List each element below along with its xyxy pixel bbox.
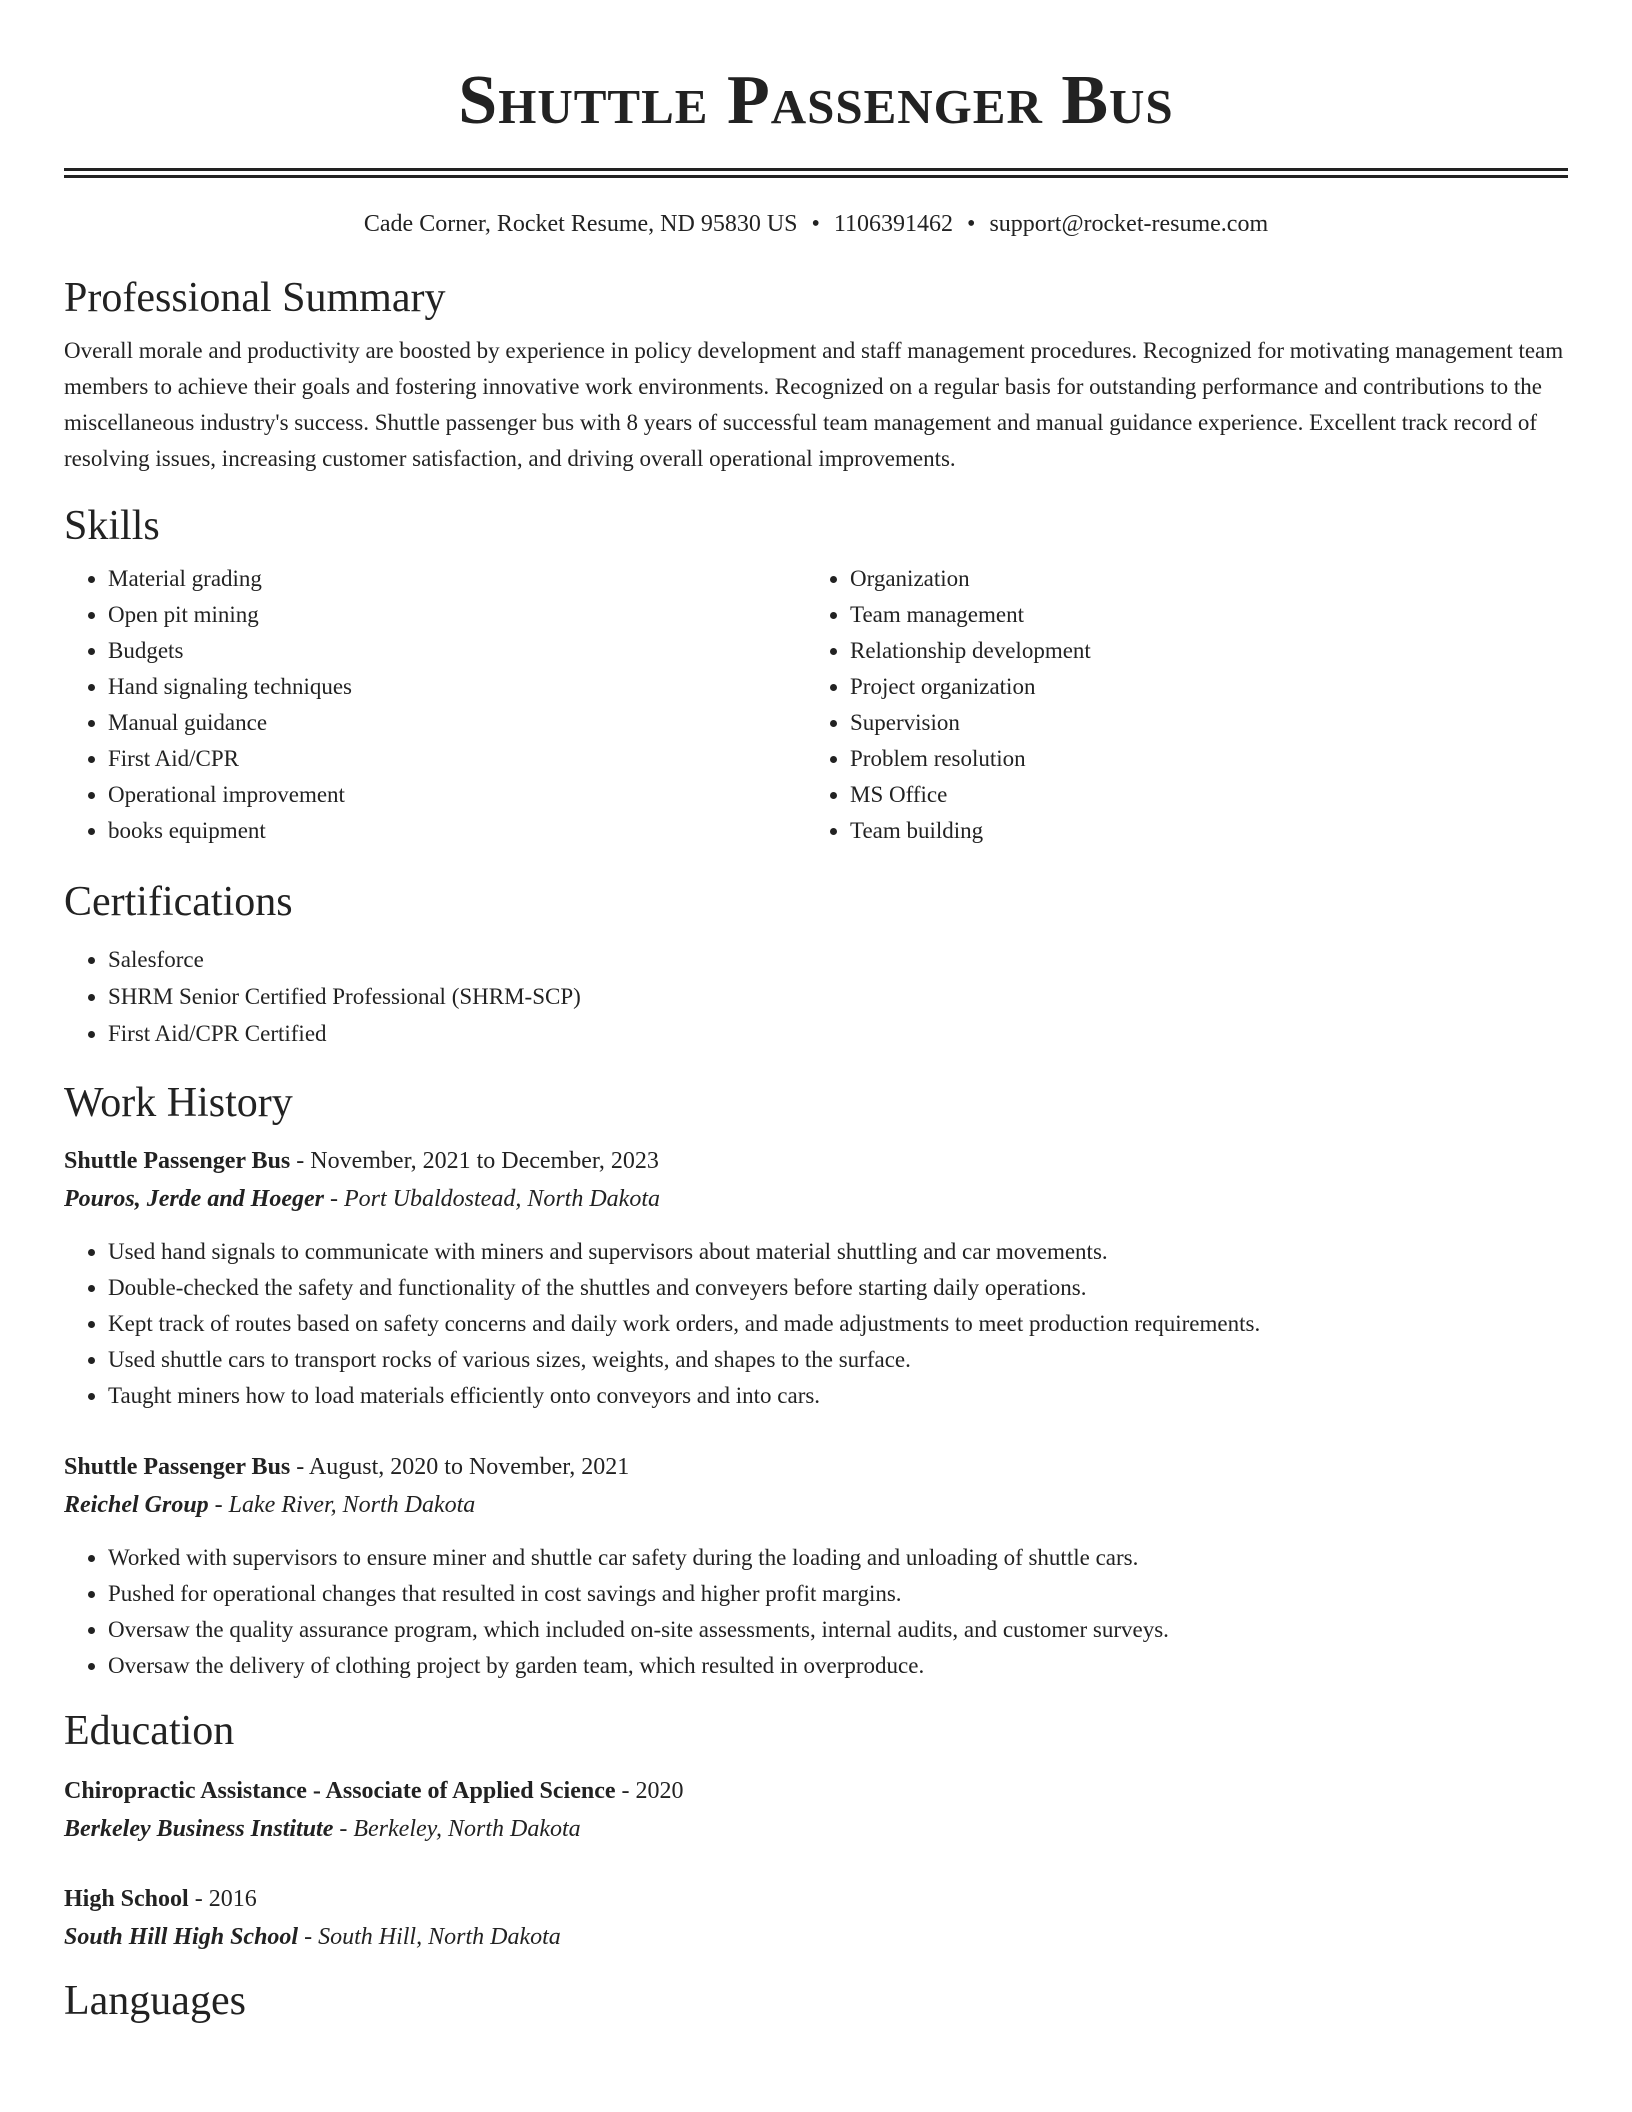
job-title-line (64, 1448, 1568, 1486)
contact-separator: • (967, 211, 976, 237)
job-company-line (64, 1180, 1568, 1218)
job-bullet: • Pushed for operational changes that resulted in cost savings and higher profit margins. (108, 1576, 1568, 1612)
job-bullet: • Taught miners how to load materials efficiently onto conveyors and into cars. (108, 1378, 1568, 1414)
education-location: - South Hill, North Dakota (298, 1924, 561, 1950)
job-bullet: • Worked with supervisors to ensure miner and shuttle car safety during the loading and unloading of shuttle cars. (108, 1540, 1568, 1576)
job-role: Shuttle Passenger Bus (64, 1148, 291, 1174)
education-school-line (64, 1810, 1568, 1848)
job-title-line (64, 1142, 1568, 1180)
header-double-rule (64, 168, 1568, 178)
certification-item: • Salesforce (108, 941, 1568, 978)
education-degree-line (64, 1880, 1568, 1918)
education-school: South Hill High School (64, 1924, 299, 1950)
work-history-heading: Work History (64, 1080, 293, 1126)
education-degree: High School (64, 1886, 189, 1912)
education-heading: Education (64, 1708, 235, 1754)
job-bullet: • Oversaw the quality assurance program, which included on-site assessments, internal audits, and customer surveys. (108, 1612, 1568, 1648)
certification-item: • SHRM Senior Certified Professional (SHRM-SCP) (108, 978, 1568, 1015)
certification-item: • First Aid/CPR Certified (108, 1015, 1568, 1052)
job-role: Shuttle Passenger Bus (64, 1454, 291, 1480)
skill-item: • Supervision (850, 705, 1568, 741)
contact-phone: 1106391462 (833, 211, 954, 237)
job-company: Pouros, Jerde and Hoeger (64, 1186, 324, 1212)
job-bullet: • Kept track of routes based on safety concerns and daily work orders, and made adjustments to meet production requirements. (108, 1306, 1568, 1342)
skill-item: • Operational improvement (108, 777, 806, 813)
skill-item: • Budgets (108, 633, 806, 669)
job-bullets (64, 1540, 1568, 1684)
resume-page (64, 0, 1568, 2026)
job-location: - Lake River, North Dakota (208, 1492, 476, 1518)
job-bullet: • Used shuttle cars to transport rocks of various sizes, weights, and shapes to the surface. (108, 1342, 1568, 1378)
job-bullets (64, 1234, 1568, 1414)
skill-item: • Organization (850, 561, 1568, 597)
skill-item: • MS Office (850, 777, 1568, 813)
skills-list-left (64, 561, 806, 849)
job-dates: - August, 2020 to November, 2021 (290, 1454, 630, 1480)
skills-heading: Skills (64, 503, 160, 549)
skill-item: • First Aid/CPR (108, 741, 806, 777)
summary-text: Overall morale and productivity are boosted by experience in policy development and staff management procedures. Recognized for motivating management team members to achieve their goals and fostering innovative work environments. Recognized on a regular basis for outstanding performance and contributions to the miscellaneous industry's success. Shuttle passenger bus with 8 years of successful team management and manual guidance experience. Excellent track record of resolving issues, increasing customer satisfaction, and driving overall operational improvements. (64, 338, 1564, 471)
languages-heading: Languages (64, 1978, 246, 2024)
skill-item: • Team management (850, 597, 1568, 633)
job-bullet: • Double-checked the safety and functionality of the shuttles and conveyers before starting daily operations. (108, 1270, 1568, 1306)
contact-line (64, 209, 1568, 239)
summary-heading: Professional Summary (64, 275, 446, 321)
skill-item: • Problem resolution (850, 741, 1568, 777)
certifications-heading: Certifications (64, 879, 293, 925)
education-degree: Chiropractic Assistance - Associate of Applied Science (64, 1778, 616, 1804)
education-year: - 2016 (188, 1886, 257, 1912)
skills-columns (64, 561, 1568, 849)
contact-separator: • (811, 211, 820, 237)
job-company: Reichel Group (64, 1492, 209, 1518)
skill-item: • Material grading (108, 561, 806, 597)
skill-item: • Hand signaling techniques (108, 669, 806, 705)
education-location: - Berkeley, North Dakota (333, 1816, 581, 1842)
job-bullet: • Oversaw the delivery of clothing project by garden team, which resulted in overproduce. (108, 1648, 1568, 1684)
skill-item: • Relationship development (850, 633, 1568, 669)
skill-item: • Open pit mining (108, 597, 806, 633)
job-bullet: • Used hand signals to communicate with miners and supervisors about material shuttling and car movements. (108, 1234, 1568, 1270)
skill-item: • Project organization (850, 669, 1568, 705)
education-degree-line (64, 1772, 1568, 1810)
job-dates: - November, 2021 to December, 2023 (290, 1148, 659, 1174)
resume-name: Shuttle Passenger Bus (458, 62, 1174, 139)
certifications-list (64, 941, 1568, 1052)
education-school-line (64, 1918, 1568, 1956)
skill-item: • Manual guidance (108, 705, 806, 741)
education-school: Berkeley Business Institute (64, 1816, 334, 1842)
skill-item: • Team building (850, 813, 1568, 849)
skill-item: • books equipment (108, 813, 806, 849)
job-company-line (64, 1486, 1568, 1524)
contact-address: Cade Corner, Rocket Resume, ND 95830 US (363, 211, 798, 237)
job-location: - Port Ubaldostead, North Dakota (324, 1186, 660, 1212)
contact-email: support@rocket-resume.com (989, 211, 1269, 237)
education-year: - 2020 (615, 1778, 684, 1804)
skills-list-right (806, 561, 1568, 849)
